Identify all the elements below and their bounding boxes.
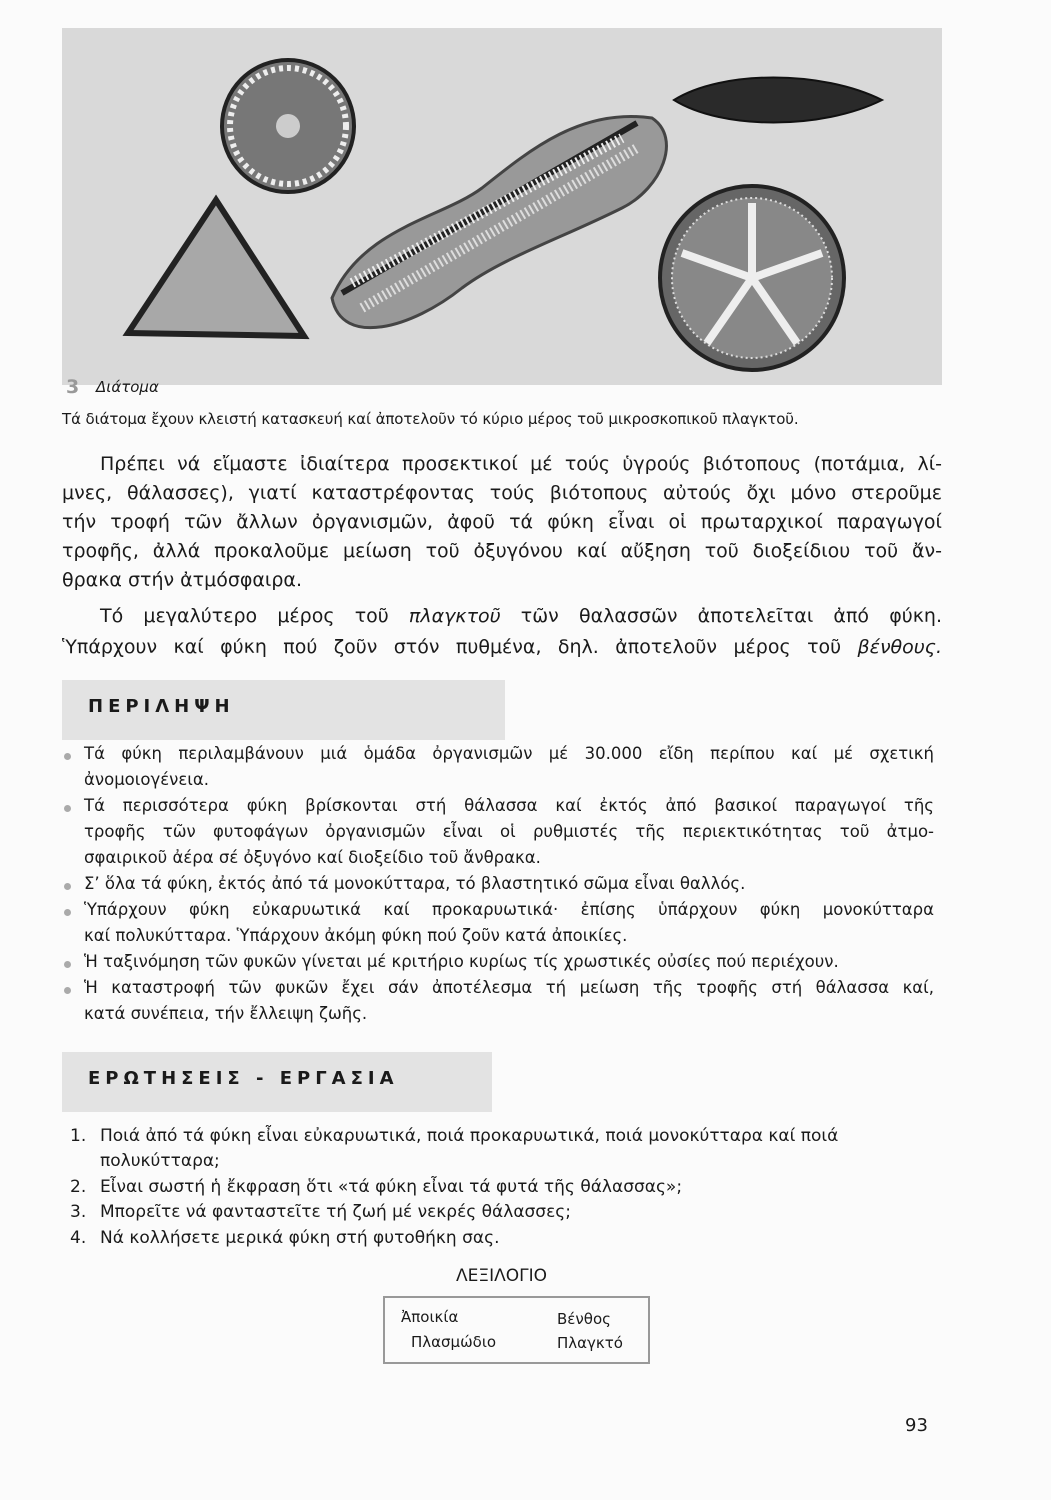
summary-heading: ΠΕΡΙΛΗΨΗ (88, 696, 235, 717)
lens-diatom (674, 78, 882, 123)
bullet-icon (64, 883, 71, 890)
triangle-diatom (128, 200, 304, 336)
question-text: Ποιά ἀπό τά φύκη εἶναι εὐκαρυωτικά, ποιά προκαρυωτικά, ποιά μονοκύτταρα καί ποιά (100, 1126, 839, 1146)
term-plankton: πλαγκτοῦ (408, 605, 501, 627)
pennate-diatom (332, 116, 666, 327)
summary-item-line: Σ’ ὅλα τά φύκη, ἐκτός ἀπό τά μονοκύτταρα, τό βλαστητικό σῶμα εἶναι θαλλός. (84, 874, 746, 893)
glossary-title: ΛΕΞΙΛΟΓΙΟ (456, 1266, 548, 1286)
question-text: Νά κολλήσετε μερικά φύκη στή φυτοθήκη σας. (100, 1228, 500, 1248)
paragraph-line: τροφῆς, ἀλλά προκαλοῦμε μείωση τοῦ ὀξυγόνου καί αὔξηση τοῦ διοξείδιου τοῦ ἄν- (62, 540, 942, 562)
paragraph-line: τήν τροφή τῶν ἄλλων ὀργανισμῶν, ἀφοῦ τά φύκη εἶναι οἱ πρωταρχικοί παραγωγοί (62, 511, 942, 533)
bullet-icon (64, 753, 71, 760)
text: τῶν θαλασσῶν ἀποτελεῖται ἀπό φύκη. (500, 605, 942, 627)
bullet-icon (64, 909, 71, 916)
question-item (70, 1202, 571, 1222)
question-item (70, 1228, 499, 1248)
questions-heading-box (62, 1052, 492, 1112)
summary-item-line: καί πολυκύτταρα. Ὑπάρχουν ἀκόμη φύκη πού ζοῦν κατά ἀποικίες. (84, 926, 628, 945)
summary-item-line: Ἡ καταστροφή τῶν φυκῶν ἔχει σάν ἀποτέλεσμα τή μείωση τῆς τροφῆς στή θάλασσα καί, (84, 978, 934, 997)
summary-item-line: ἀνομοιογένεια. (84, 770, 209, 789)
question-item (70, 1177, 682, 1197)
text: Ὑπάρχουν καί φύκη πού ζοῦν στόν πυθμένα, δηλ. ἀποτελοῦν μέρος τοῦ (62, 636, 858, 658)
paragraph-line (100, 605, 942, 627)
paragraph-line: Πρέπει νά εἴμαστε ἰδιαίτερα προσεκτικοί μέ τούς ὑγρούς βιότοπους (ποτάμια, λί- (100, 453, 942, 475)
question-number: 4. (70, 1228, 87, 1248)
summary-item-line: Ὑπάρχουν φύκη εὐκαρυωτικά καί προκαρυωτικά· ἐπίσης ὑπάρχουν φύκη μονοκύτταρα (84, 900, 934, 919)
question-text: Μπορεῖτε νά φανταστεῖτε τή ζωή μέ νεκρές θάλασσες; (100, 1202, 571, 1222)
question-continuation: πολυκύτταρα; (100, 1151, 220, 1171)
summary-item-line: Τά περισσότερα φύκη βρίσκονται στή θάλασσα καί ἐκτός ἀπό βασικοί παραγωγοί τῆς (84, 796, 934, 815)
glossary-term: Ἀποικία (401, 1308, 459, 1326)
summary-item-line: Τά φύκη περιλαμβάνουν μιά ὁμάδα ὀργανισμῶν μέ 30.000 εἴδη περίπου καί μέ σχετική (84, 744, 934, 763)
text: Τό μεγαλύτερο μέρος τοῦ (100, 605, 409, 627)
bullet-icon (64, 987, 71, 994)
figure-title: Διάτομα (96, 378, 159, 396)
page-number: 93 (905, 1415, 928, 1436)
glossary-term: Πλασμώδιο (411, 1333, 497, 1351)
questions-heading: ΕΡΩΤΗΣΕΙΣ - ΕΡΓΑΣΙΑ (88, 1068, 399, 1089)
glossary-term: Πλαγκτό (557, 1334, 623, 1352)
diatoms-figure (62, 28, 942, 385)
summary-item-line: κατά συνέπεια, τήν ἔλλειψη ζωῆς. (84, 1004, 368, 1023)
term-benthos: βένθους. (857, 636, 942, 658)
question-number: 3. (70, 1202, 87, 1222)
bullet-icon (64, 961, 71, 968)
question-item (70, 1126, 838, 1146)
summary-item-line: τροφῆς τῶν φυτοφάγων ὀργανισμῶν εἶναι οἱ ρυθμιστές τῆς περιεκτικότητας τοῦ ἀτμο- (84, 822, 934, 841)
question-number: 1. (70, 1126, 87, 1146)
summary-item-line: σφαιρικοῦ ἀέρα σέ ὀξυγόνο καί διοξείδιο τοῦ ἄνθρακα. (84, 848, 541, 867)
figure-number: 3 (66, 376, 80, 398)
question-text: Εἶναι σωστή ἡ ἔκφραση ὅτι «τά φύκη εἶναι τά φυτά τῆς θάλασσας»; (100, 1177, 683, 1197)
glossary-term: Βένθος (557, 1310, 611, 1328)
paragraph-line: θρακα στήν ἀτμόσφαιρα. (62, 569, 302, 591)
paragraph-line: μνες, θάλασσες), γιατί καταστρέφοντας τούς βιότοπους αὐτούς ὄχι μόνο στεροῦμε (62, 482, 942, 504)
question-number: 2. (70, 1177, 87, 1197)
paragraph-line (62, 636, 942, 658)
bullet-icon (64, 805, 71, 812)
star-diatom (660, 186, 844, 370)
radial-diatom (222, 60, 354, 192)
summary-item-line: Ἡ ταξινόμηση τῶν φυκῶν γίνεται μέ κριτήριο κυρίως τίς χρωστικές οὐσίες πού περιέχουν. (84, 952, 839, 971)
summary-heading-box (62, 680, 505, 740)
glossary-box (383, 1296, 650, 1364)
figure-caption: Τά διάτομα ἔχουν κλειστή κατασκευή καί ἀποτελοῦν τό κύριο μέρος τοῦ μικροσκοπικοῦ πλαγκτοῦ. (62, 410, 799, 428)
